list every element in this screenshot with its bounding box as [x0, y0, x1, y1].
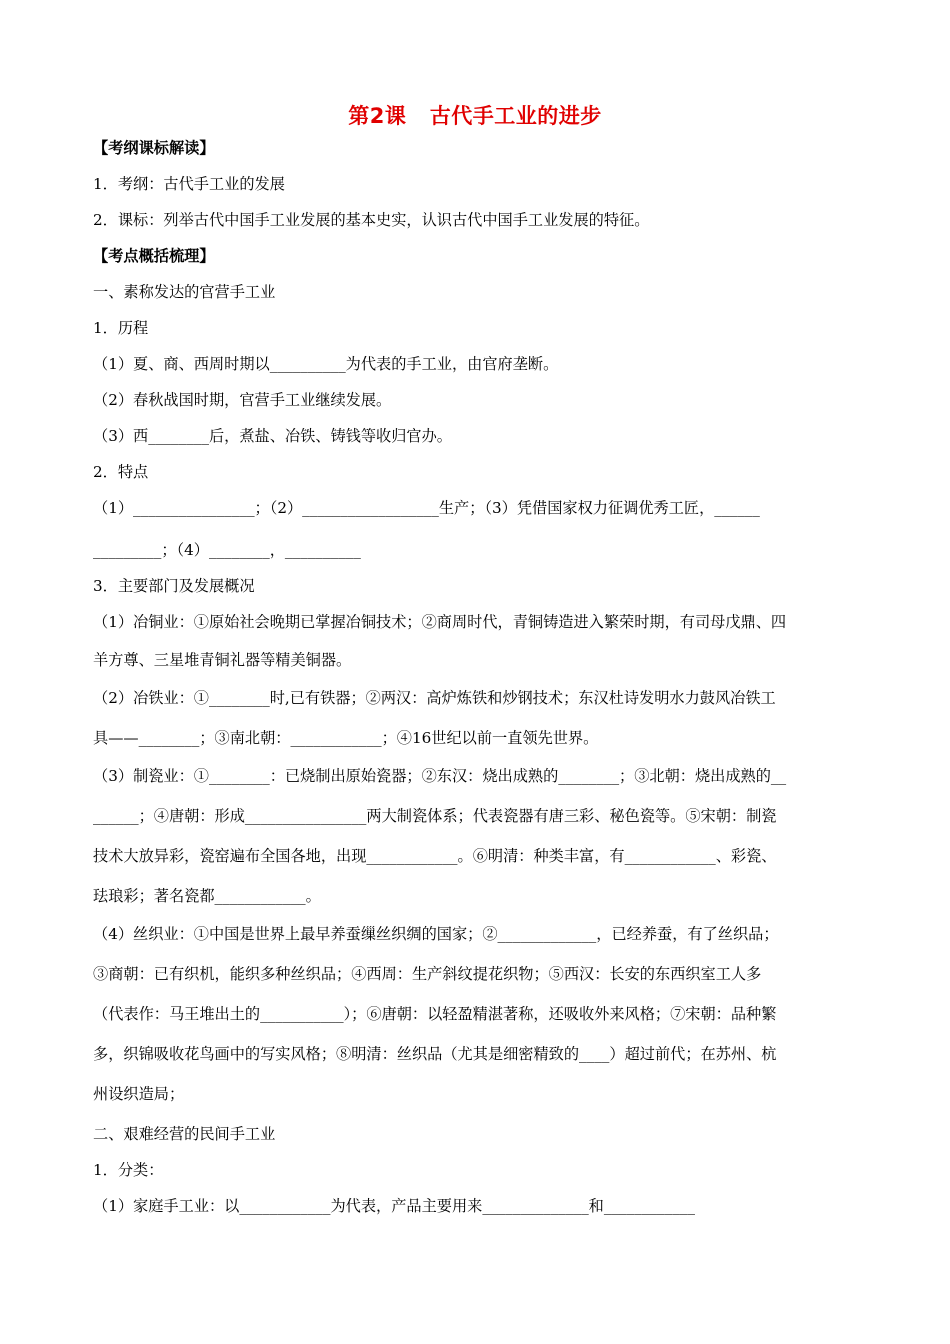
text-line: 1．历程 — [93, 319, 149, 337]
text-line: （代表作：马王堆出土的___________）；⑥唐朝：以轻盈精湛著称，还吸收外来风格；⑦宋朝：品种繁 — [93, 1005, 777, 1023]
text-line: （1）夏、商、西周时期以__________为代表的手工业，由官府垄断。 — [93, 355, 559, 373]
text-line: 1．考纲：古代手工业的发展 — [93, 175, 285, 193]
text-line: （1）________________；（2）__________________生产；（3）凭借国家权力征调优秀工匠，______ — [93, 499, 760, 517]
text-line: ③商朝：已有织机，能织多种丝织品；④西周：生产斜纹提花织物；⑤西汉：长安的东西织室工人多 — [93, 965, 762, 983]
section-heading: 【考点概括梳理】 — [93, 247, 215, 265]
text-line: （1）冶铜业：①原始社会晚期已掌握冶铜技术；②商周时代，青铜铸造进入繁荣时期，有司母戊鼎、四 — [93, 613, 787, 631]
text-line: 2．课标：列举古代中国手工业发展的基本史实，认识古代中国手工业发展的特征。 — [93, 211, 650, 229]
text-line: 多，织锦吸收花鸟画中的写实风格；⑧明清：丝织品（尤其是细密精致的____）超过前代；在苏州、杭 — [93, 1045, 777, 1063]
text-line: _________；（4）________，__________ — [93, 541, 361, 559]
text-line: 二、艰难经营的民间手工业 — [93, 1125, 276, 1143]
text-line: 珐琅彩；著名瓷都____________。 — [93, 887, 321, 905]
text-line: 1．分类： — [93, 1161, 164, 1179]
text-line: 羊方尊、三星堆青铜礼器等精美铜器。 — [93, 651, 352, 669]
text-line: （1）家庭手工业：以____________为代表，产品主要用来______________和____________ — [93, 1197, 695, 1215]
text-line: 技术大放异彩，瓷窑遍布全国各地，出现____________。⑥明清：种类丰富，有____________、彩瓷、 — [93, 847, 777, 865]
text-line: 具——________；③南北朝：____________；④16世纪以前一直领先世界。 — [93, 729, 599, 747]
text-line: 州设织造局； — [93, 1085, 185, 1103]
text-line: 2．特点 — [93, 463, 149, 481]
section-heading: 【考纲课标解读】 — [93, 139, 215, 157]
text-line: （4）丝织业：①中国是世界上最早养蚕缫丝织绸的国家；②_____________，已经养蚕，有了丝织品； — [93, 925, 779, 943]
text-line: ______；④唐朝：形成________________两大制瓷体系；代表瓷器有唐三彩、秘色瓷等。⑤宋朝：制瓷 — [93, 807, 777, 825]
text-line: （2）春秋战国时期，官营手工业继续发展。 — [93, 391, 392, 409]
text-line: 一、素称发达的官营手工业 — [93, 283, 276, 301]
text-line: 3．主要部门及发展概况 — [93, 577, 255, 595]
page-title: 第2课 古代手工业的进步 — [348, 104, 602, 128]
text-line: （2）冶铁业：①________时,已有铁器；②两汉：高炉炼铁和炒钢技术；东汉杜诗发明水力鼓风冶铁工 — [93, 689, 776, 707]
text-line: （3）制瓷业：①________：已烧制出原始瓷器；②东汉：烧出成熟的________；③北朝：烧出成熟的__ — [93, 767, 787, 785]
text-line: （3）西________后，煮盐、冶铁、铸钱等收归官办。 — [93, 427, 452, 445]
